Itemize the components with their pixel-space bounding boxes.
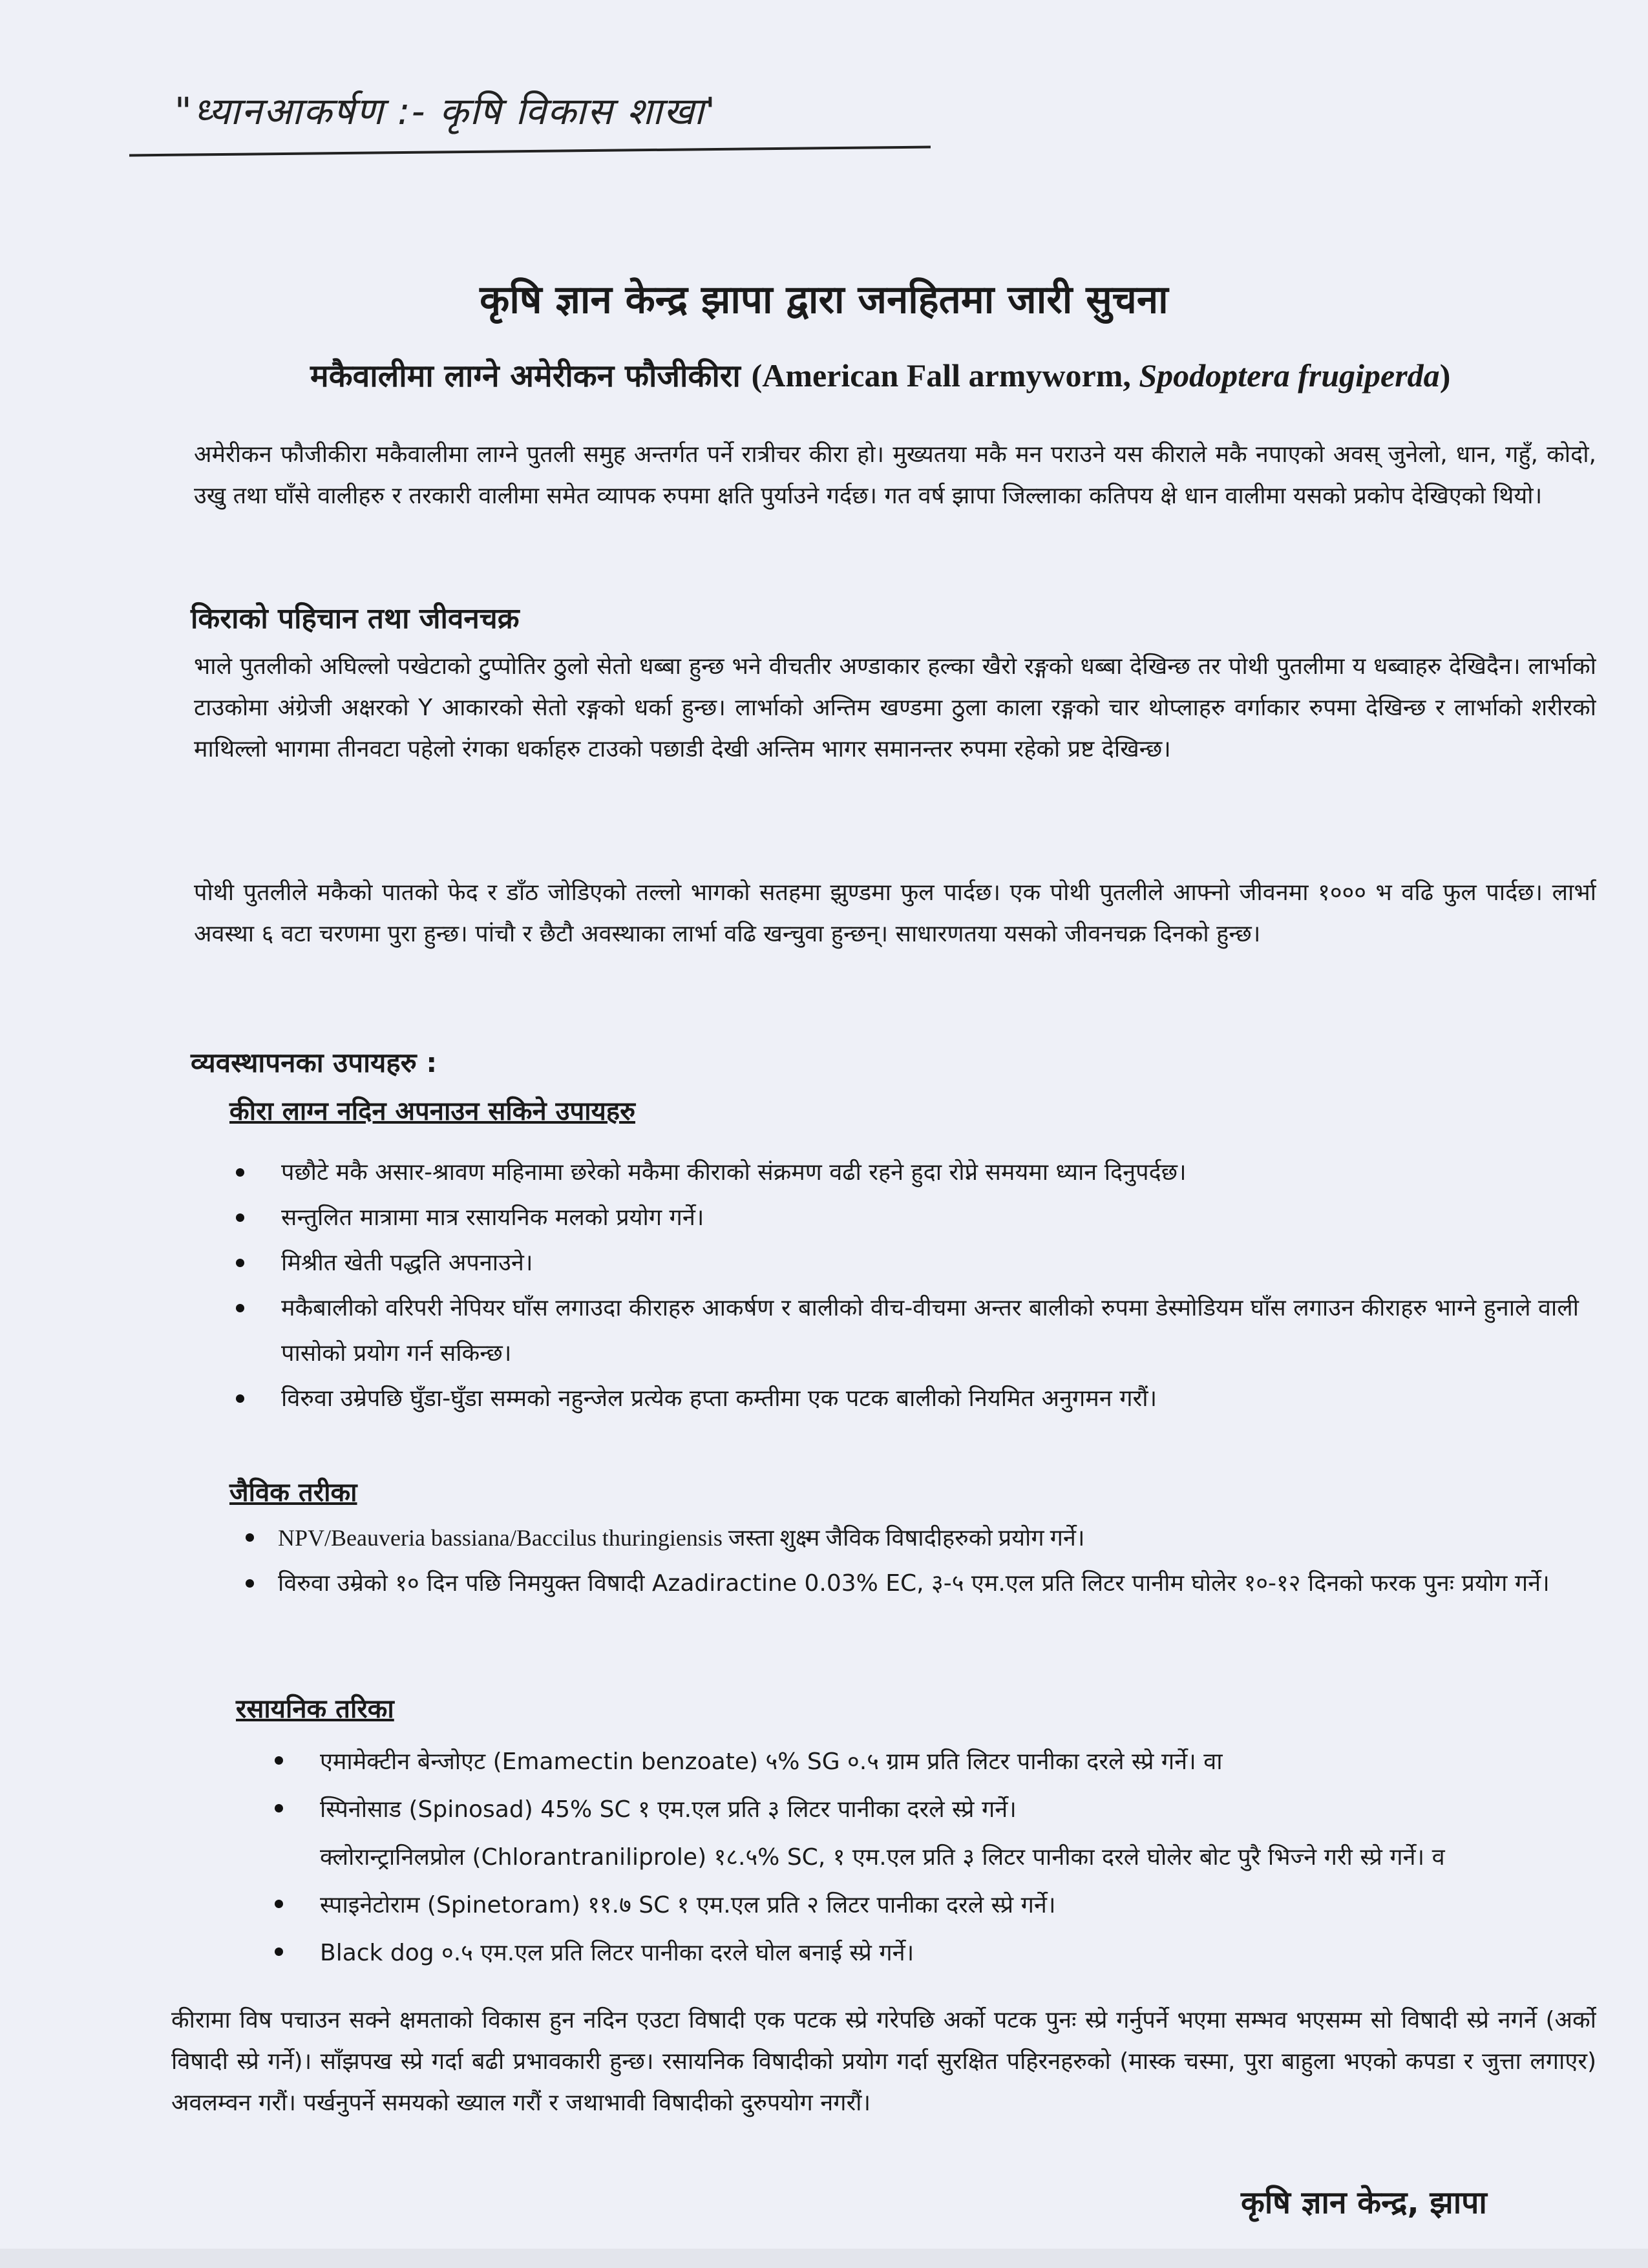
list-item-text: विरुवा उम्रेको १० दिन पछि निमयुक्त विषादी Azadiractine 0.03% EC, ३-५ एम.एल प्रति लिटर पानीम घोलेर १०-१२ दिनको फरक पुनः प्रयोग गर्ने।: [278, 1570, 1550, 1597]
list-item: [281, 1195, 1596, 1241]
chemical-list: [320, 1738, 1596, 1977]
list-item: [320, 1882, 1596, 1929]
signature-block: कृषि ज्ञान केन्द्र, झापा: [1241, 2185, 1487, 2221]
list-item: [281, 1376, 1596, 1422]
identification-paragraph-2: पोथी पुतलीले मकैको पातको फेद र डाँठ जोडिएको तल्लो भागको सतहमा झुण्डमा फुल पार्दछ। एक पोथी पुतलीले आफ्नो जीवनमा १००० भ वढि फुल पार्दछ। लार्भा अवस्था ६ वटा चरणमा पुरा हुन्छ। पांचौ र छैटौ अवस्थाका लार्भा वढि खन्चुवा हुन्छन्। साधारणतया यसको जीवनचक्र दिनको हुन्छ।: [194, 879, 1596, 947]
list-item-text: मकैबालीको वरिपरी नेपियर घाँस लगाउदा कीराहरु आकर्षण र बालीको वीच-वीचमा अन्तर बालीको रुपमा डेस्मोडियम घाँस लगाउन कीराहरु भाग्ने हुनाले वाली पासोको प्रयोग गर्न सकिन्छ।: [281, 1295, 1579, 1367]
list-item-text: स्पाइनेटोराम (Spinetoram) ११.७ SC १ एम.एल प्रति २ लिटर पानीका दरले स्प्रे गर्ने।: [320, 1892, 1056, 1918]
list-item: [320, 1834, 1596, 1882]
closing-paragraph: कीरामा विष पचाउन सक्ने क्षमताको विकास हुन नदिन एउटा विषादी एक पटक स्प्रे गरेपछि अर्को पटक पुनः स्प्रे गर्नुपर्ने भएमा सम्भव भएसम्म सो विषादी स्प्रे नगर्ने (अर्को विषादी स्प्रे गर्ने)। साँझपख स्प्रे गर्दा बढी प्रभावकारी हुन्छ। रसायनिक विषादीको प्रयोग गर्दा सुरक्षित पहिरनहरुको (मास्क चस्मा, पुरा बाहुला भएको कपडा र जुत्ता लगाएर) अवलम्वन गरौं। पर्खनुपर्ने समयको ख्याल गरौं र जथाभावी विषादीको दुरुपयोग नगरौं।: [171, 2007, 1596, 2116]
subtitle-english: [752, 357, 1451, 394]
handwritten-note: "ध्यानआकर्षण :- कृषि विकास शाखा': [174, 89, 717, 133]
bullet-icon: [275, 1756, 283, 1765]
bullet-icon: [275, 1948, 283, 1956]
list-item-text: विरुवा उम्रेपछि घुँडा-घुँडा सम्मको नहुन्जेल प्रत्येक हप्ता कम्तीमा एक पटक बालीको नियमित अनुगमन गरौं।: [281, 1385, 1157, 1412]
list-item-text: स्पिनोसाड (Spinosad) 45% SC १ एम.एल प्रति ३ लिटर पानीका दरले स्प्रे गर्ने।: [320, 1796, 1017, 1823]
bullet-icon: [275, 1900, 283, 1908]
prevention-subheading: कीरा लाग्न नदिन अपनाउन सकिने उपायहरु: [229, 1097, 635, 1126]
list-item-text: Black dog ०.५ एम.एल प्रति लिटर पानीका दरले घोल बनाई स्प्रे गर्ने।: [320, 1940, 914, 1966]
list-item: [278, 1515, 1596, 1561]
handwritten-underline: [129, 146, 931, 157]
list-item: [278, 1561, 1596, 1606]
bullet-icon: [246, 1533, 254, 1542]
list-item: [320, 1929, 1596, 1977]
subtitle-species: Spodoptera frugiperda: [1139, 357, 1440, 394]
biological-subheading: जैविक तरीका: [229, 1478, 357, 1507]
page-subtitle: [310, 354, 1450, 396]
list-item: [320, 1738, 1596, 1786]
bullet-icon: [236, 1168, 244, 1177]
list-item-text: पछौटे मकै असार-श्रावण महिनामा छरेको मकैमा कीराको संक्रमण वढी रहने हुदा रोप्ने समयमा ध्यान दिनुपर्दछ।: [281, 1159, 1187, 1186]
bullet-icon: [246, 1579, 254, 1588]
subtitle-nepali: मकैवालीमा लाग्ने अमेरीकन फौजीकीरा: [310, 358, 741, 394]
chemical-subheading: रसायनिक तरिका: [236, 1694, 394, 1724]
bullet-icon: [275, 1804, 283, 1812]
list-item: [320, 1786, 1596, 1834]
list-item: [281, 1286, 1596, 1376]
subtitle-english-close: ): [1439, 357, 1451, 394]
bullet-icon: [236, 1304, 244, 1312]
scan-edge: [0, 2249, 1648, 2268]
page-title: कृषि ज्ञान केन्द्र झापा द्वारा जनहितमा जारी सुचना: [480, 277, 1168, 322]
bullet-icon: [236, 1213, 244, 1222]
management-heading: व्यवस्थापनका उपायहरु :: [191, 1047, 438, 1078]
prevention-list: [281, 1150, 1596, 1422]
list-item: [281, 1241, 1596, 1286]
identification-heading: किराको पहिचान तथा जीवनचक्र: [191, 602, 520, 635]
list-item-text: क्लोरान्ट्रानिलप्रोल (Chlorantraniliprole) १८.५% SC, १ एम.एल प्रति ३ लिटर पानीका दरले घोलेर बोट पुरै भिज्ने गरी स्प्रे गर्ने। व: [320, 1844, 1445, 1871]
list-item-text: एमामेक्टीन बेन्जोएट (Emamectin benzoate) ५% SG ०.५ ग्राम प्रति लिटर पानीका दरले स्प्रे गर्ने। वा: [320, 1748, 1223, 1775]
bullet-icon: [236, 1259, 244, 1267]
intro-paragraph: अमेरीकन फौजीकीरा मकैवालीमा लाग्ने पुतली समुह अन्तर्गत पर्ने रात्रीचर कीरा हो। मुख्यतया मकै मन पराउने यस कीराले मकै नपाएको अवस् जुनेलो, धान, गहुँ, कोदो, उखु तथा घाँसे वालीहरु र तरकारी वालीमा समेत व्यापक रुपमा क्षति पुर्याउने गर्दछ। गत वर्ष झापा जिल्लाका कतिपय क्षे धान वालीमा यसको प्रकोप देखिएको थियो।: [194, 441, 1596, 509]
list-item-text: सन्तुलित मात्रामा मात्र रसायनिक मलको प्रयोग गर्ने।: [281, 1204, 704, 1231]
biological-list: [278, 1515, 1596, 1606]
list-item-text: NPV/Beauveria bassiana/Baccilus thuringiensis जस्ता शुक्ष्म जैविक विषादीहरुको प्रयोग गर्ने।: [278, 1525, 1085, 1551]
subtitle-english-open: (American Fall armyworm,: [751, 357, 1139, 394]
list-item-text: मिश्रीत खेती पद्धति अपनाउने।: [281, 1250, 533, 1276]
list-item: [281, 1150, 1596, 1195]
bullet-icon: [236, 1394, 244, 1403]
identification-paragraph-1: भाले पुतलीको अघिल्लो पखेटाको टुप्पोतिर ठुलो सेतो धब्बा हुन्छ भने वीचतीर अण्डाकार हल्का खैरो रङ्गको धब्बा देखिन्छ तर पोथी पुतलीमा य धब्वाहरु देखिदैन। लार्भाको टाउकोमा अंग्रेजी अक्षरको Y आकारको सेतो रङ्गको धर्का हुन्छ। लार्भाको अन्तिम खण्डमा ठुला काला रङ्गको चार थोप्लाहरु वर्गाकार रुपमा देखिन्छ र लार्भाको शरीरको माथिल्लो भागमा तीनवटा पहेलो रंगका धर्काहरु टाउको पछाडी देखी अन्तिम भागर समानन्तर रुपमा रहेको प्रष्ट देखिन्छ।: [194, 653, 1596, 762]
